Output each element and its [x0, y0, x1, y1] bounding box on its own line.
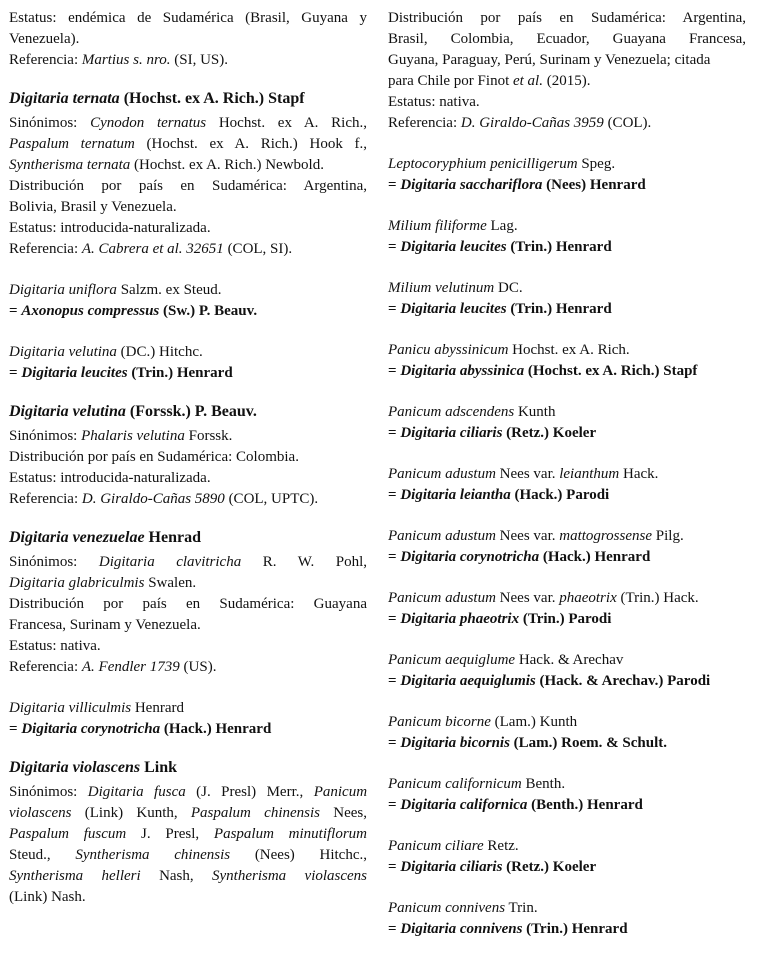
synonym-name: Leptocoryphium penicilligerum Speg.: [388, 156, 616, 172]
synonym-name: Digitaria uniflora Salzm. ex Steud.: [9, 282, 222, 298]
synonyms-line: Syntherisma helleri Nash, Syntherisma violascens: [9, 868, 368, 884]
reference-line: Referencia: A. Cabrera et al. 32651 (COL, SI).: [9, 241, 293, 257]
species-heading: Digitaria ternata (Hochst. ex A. Rich.) Stapf: [9, 90, 305, 107]
synonym-name: Digitaria velutina (DC.) Hitchc.: [9, 344, 203, 360]
distribution-line-cont: Francesa, Surinam y Venezuela.: [9, 617, 201, 633]
distribution-line-cont: Bolivia, Brasil y Venezuela.: [9, 199, 177, 215]
reference-line: Referencia: Martius s. nro. (SI, US).: [9, 52, 229, 68]
accepted-name: = Digitaria ciliaris (Retz.) Koeler: [388, 859, 597, 875]
synonyms-line: Sinónimos: Digitaria clavitricha R. W. Pohl,: [9, 554, 368, 570]
status-line: Estatus: nativa.: [9, 638, 101, 654]
status-line: Estatus: nativa.: [388, 94, 480, 110]
accepted-name: = Digitaria ciliaris (Retz.) Koeler: [388, 425, 597, 441]
accepted-name: = Digitaria bicornis (Lam.) Roem. & Schult.: [388, 735, 667, 751]
synonym-name: Milium filiforme Lag.: [388, 218, 518, 234]
entry-digitaria-ternata: [9, 88, 367, 260]
entry-digitaria-villiculmis: [9, 698, 367, 740]
synonym-list: [388, 154, 746, 940]
synonym-entry: [388, 836, 746, 878]
accepted-name: = Digitaria abyssinica (Hochst. ex A. Rich.) Stapf: [388, 363, 698, 379]
status-line-cont: Venezuela).: [9, 31, 80, 47]
synonym-name: Panicum adscendens Kunth: [388, 404, 556, 420]
synonyms-line: Sinónimos: Cynodon ternatus Hochst. ex A. Rich.,: [9, 115, 367, 131]
synonym-entry: [388, 774, 746, 816]
synonym-entry: [388, 588, 746, 630]
synonym-name: Panicum bicorne (Lam.) Kunth: [388, 714, 578, 730]
synonym-name: Digitaria villiculmis Henrard: [9, 700, 184, 716]
distribution-line: Distribución por país en Sudamérica: Guayana: [9, 596, 367, 612]
synonym-name: Milium velutinum DC.: [388, 280, 523, 296]
entry-intro-left: [9, 8, 367, 71]
species-heading: Digitaria venezuelae Henrad: [9, 529, 201, 546]
distribution-line: Distribución por país en Sudamérica: Argentina,: [388, 10, 746, 26]
reference-line: Referencia: D. Giraldo-Cañas 5890 (COL, UPTC).: [9, 491, 319, 507]
entry-digitaria-violascens: [9, 757, 367, 908]
synonyms-line: Paspalum fuscum J. Presl, Paspalum minutiflorum: [9, 826, 368, 842]
entry-intro-right: [388, 8, 746, 134]
distribution-line-cont: Brasil, Colombia, Ecuador, Guayana Francesa,: [388, 31, 746, 47]
accepted-name: = Digitaria aequiglumis (Hack. & Arechav.) Parodi: [388, 673, 711, 689]
reference-line: Referencia: D. Giraldo-Cañas 3959 (COL).: [388, 115, 652, 131]
synonym-entry: [388, 650, 746, 692]
synonyms-line: Sinónimos: Digitaria fusca (J. Presl) Merr., Panicum: [9, 784, 368, 800]
reference-line: Referencia: A. Fendler 1739 (US).: [9, 659, 217, 675]
synonyms-line: Paspalum ternatum (Hochst. ex A. Rich.) Hook f.,: [9, 136, 367, 152]
synonyms-line: Digitaria glabriculmis Swalen.: [9, 575, 197, 591]
distribution-line-cont: para Chile por Finot et al. (2015).: [388, 73, 591, 89]
synonym-name: Panicum aequiglume Hack. & Arechav: [388, 652, 624, 668]
synonyms-line: Sinónimos: Phalaris velutina Forssk.: [9, 428, 233, 444]
entry-digitaria-uniflora: [9, 280, 367, 322]
accepted-name: = Digitaria californica (Benth.) Henrard: [388, 797, 643, 813]
synonyms-line: violascens (Link) Kunth, Paspalum chinensis Nees,: [9, 805, 368, 821]
species-heading: Digitaria velutina (Forssk.) P. Beauv.: [9, 403, 257, 420]
distribution-line: Distribución por país en Sudamérica: Colombia.: [9, 449, 299, 465]
accepted-name: = Digitaria leucites (Trin.) Henrard: [388, 239, 612, 255]
status-line: Estatus: introducida-naturalizada.: [9, 470, 211, 486]
left-column: [9, 8, 367, 908]
synonym-name: Panicum adustum Nees var. mattogrossense Pilg.: [388, 528, 684, 544]
synonym-name: Panicum californicum Benth.: [388, 776, 566, 792]
right-column: [388, 8, 746, 940]
status-line: Estatus: endémica de Sudamérica (Brasil, Guyana y: [9, 10, 367, 26]
accepted-name: = Digitaria leucites (Trin.) Henrard: [9, 365, 233, 381]
status-line: Estatus: introducida-naturalizada.: [9, 220, 211, 236]
accepted-name: = Digitaria leiantha (Hack.) Parodi: [388, 487, 610, 503]
entry-digitaria-velutina: [9, 401, 367, 510]
distribution-line-cont: Guyana, Paraguay, Perú, Surinam y Venezuela; citada: [388, 52, 711, 68]
synonym-entry: [388, 712, 746, 754]
accepted-name: = Digitaria phaeotrix (Trin.) Parodi: [388, 611, 612, 627]
accepted-name: = Digitaria corynotricha (Hack.) Henrard: [388, 549, 651, 565]
synonym-entry: [388, 898, 746, 940]
synonym-name: Panicum ciliare Retz.: [388, 838, 519, 854]
species-heading: Digitaria violascens Link: [9, 759, 178, 776]
accepted-name: = Digitaria corynotricha (Hack.) Henrard: [9, 721, 272, 737]
accepted-name: = Digitaria connivens (Trin.) Henrard: [388, 921, 628, 937]
accepted-name: = Digitaria leucites (Trin.) Henrard: [388, 301, 612, 317]
synonym-entry: [388, 526, 746, 568]
synonym-name: Panicu abyssinicum Hochst. ex A. Rich.: [388, 342, 630, 358]
entry-digitaria-venezuelae: [9, 527, 367, 678]
synonym-entry: [388, 154, 746, 196]
synonym-name: Panicum adustum Nees var. leianthum Hack.: [388, 466, 659, 482]
synonym-entry: [388, 216, 746, 258]
synonym-entry: [388, 464, 746, 506]
distribution-line: Distribución por país en Sudamérica: Argentina,: [9, 178, 367, 194]
synonyms-line: Steud., Syntherisma chinensis (Nees) Hitchc.,: [9, 847, 367, 863]
accepted-name: = Digitaria sacchariflora (Nees) Henrard: [388, 177, 646, 193]
synonym-name: Panicum connivens Trin.: [388, 900, 538, 916]
synonyms-line: Syntherisma ternata (Hochst. ex A. Rich.) Newbold.: [9, 157, 324, 173]
synonyms-line: (Link) Nash.: [9, 889, 86, 905]
synonym-entry: [388, 340, 746, 382]
synonym-entry: [388, 278, 746, 320]
synonym-entry: [388, 402, 746, 444]
accepted-name: = Axonopus compressus (Sw.) P. Beauv.: [9, 303, 258, 319]
synonym-name: Panicum adustum Nees var. phaeotrix (Trin.) Hack.: [388, 590, 699, 606]
entry-digitaria-velutina-dc: [9, 342, 367, 384]
